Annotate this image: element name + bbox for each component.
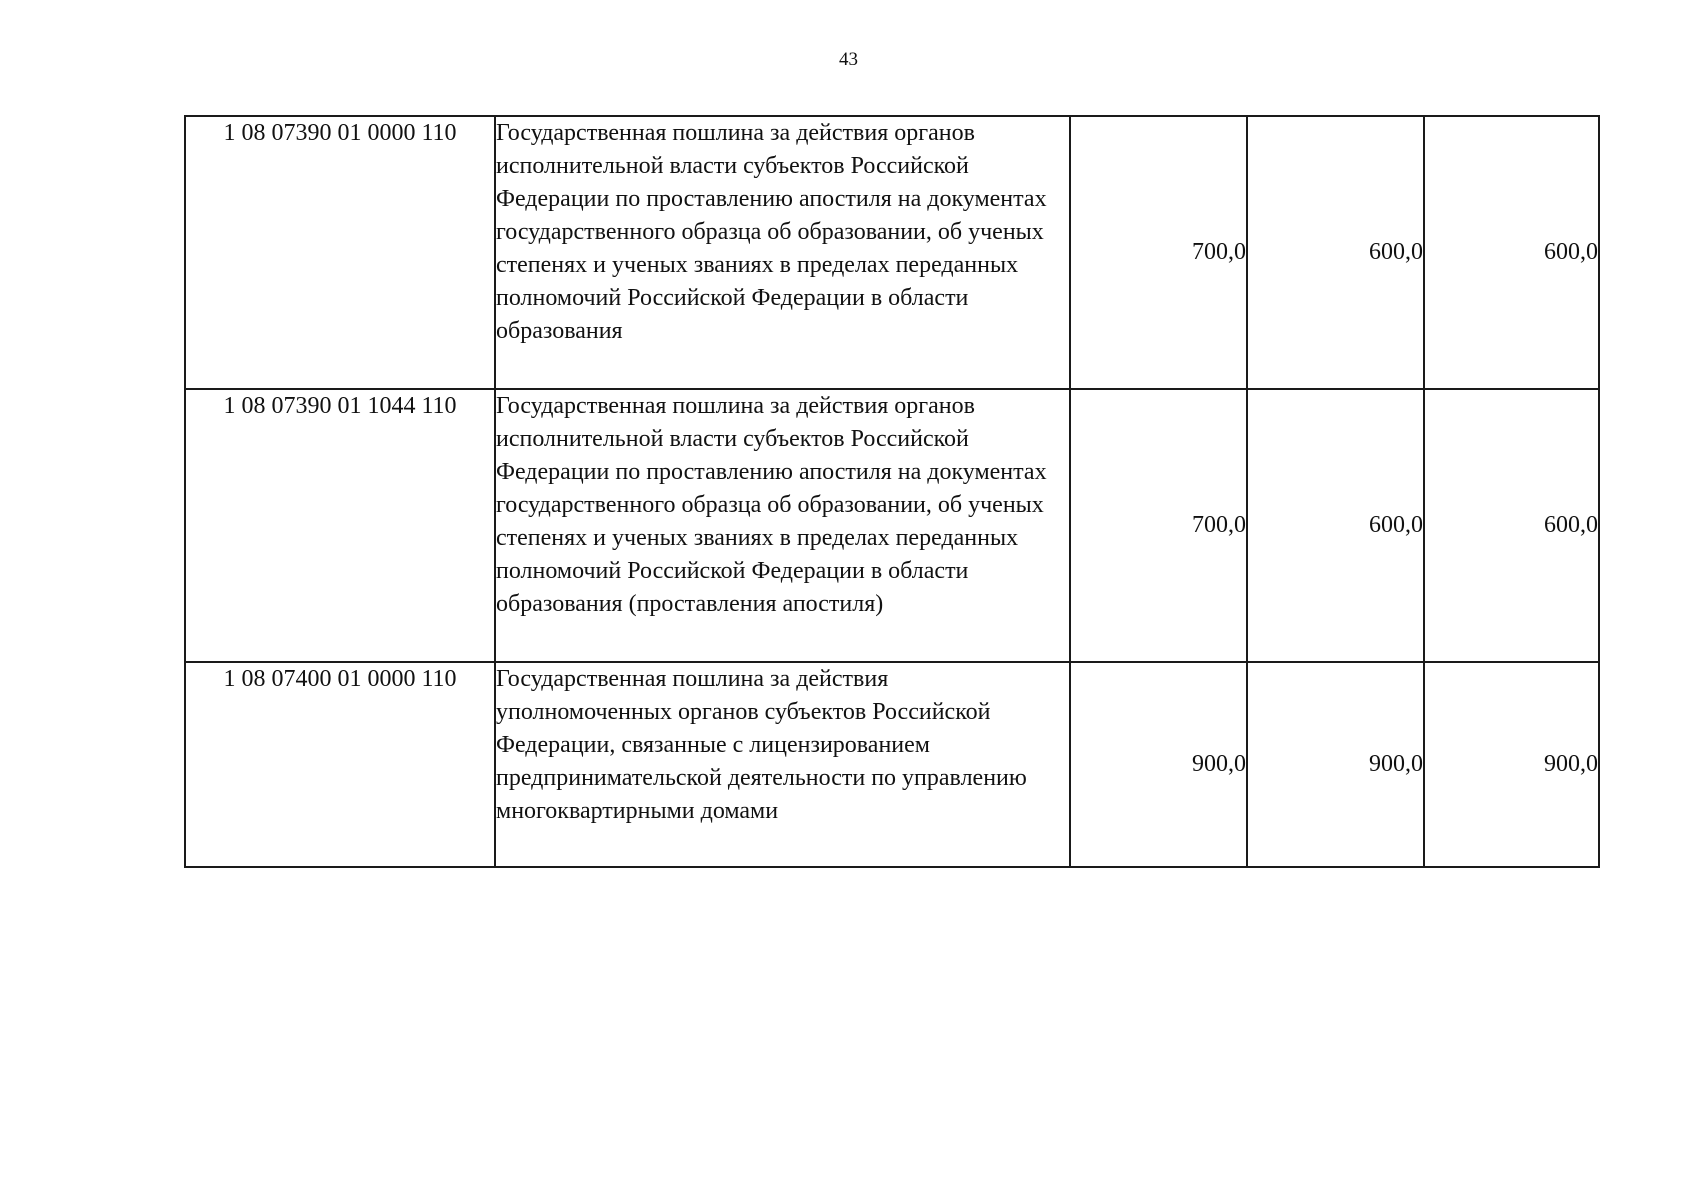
- value-cell-year-3: 600,0: [1424, 116, 1599, 389]
- table-row: [185, 389, 1599, 662]
- value-cell-year-1: 700,0: [1070, 389, 1247, 662]
- value-cell-year-3: 900,0: [1424, 662, 1599, 867]
- revenue-name-cell: Государственная пошлина за действия органов исполнительной власти субъектов Российской Федерации по проставлению апостиля на документах государственного образца об образовании, об ученых степенях и ученых званиях в пределах переданных полномочий Российской Федерации в области образования: [495, 116, 1070, 389]
- revenue-name-cell: Государственная пошлина за действия органов исполнительной власти субъектов Российской Федерации по проставлению апостиля на документах государственного образца об образовании, об ученых степенях и ученых званиях в пределах переданных полномочий Российской Федерации в области образования (проставления апостиля): [495, 389, 1070, 662]
- value-cell-year-3: 600,0: [1424, 389, 1599, 662]
- budget-revenue-table: [184, 115, 1600, 868]
- page-number: 43: [839, 49, 858, 70]
- value-cell-year-2: 900,0: [1247, 662, 1424, 867]
- table-row: [185, 662, 1599, 867]
- value-cell-year-1: 900,0: [1070, 662, 1247, 867]
- value-cell-year-1: 700,0: [1070, 116, 1247, 389]
- value-cell-year-2: 600,0: [1247, 389, 1424, 662]
- revenue-name-cell: Государственная пошлина за действия уполномоченных органов субъектов Российской Федерации, связанные с лицензированием предпринимательской деятельности по управлению многоквартирными домами: [495, 662, 1070, 867]
- budget-code-cell: 1 08 07400 01 0000 110: [185, 662, 495, 867]
- value-cell-year-2: 600,0: [1247, 116, 1424, 389]
- budget-code-cell: 1 08 07390 01 0000 110: [185, 116, 495, 389]
- budget-code-cell: 1 08 07390 01 1044 110: [185, 389, 495, 662]
- table-row: [185, 116, 1599, 389]
